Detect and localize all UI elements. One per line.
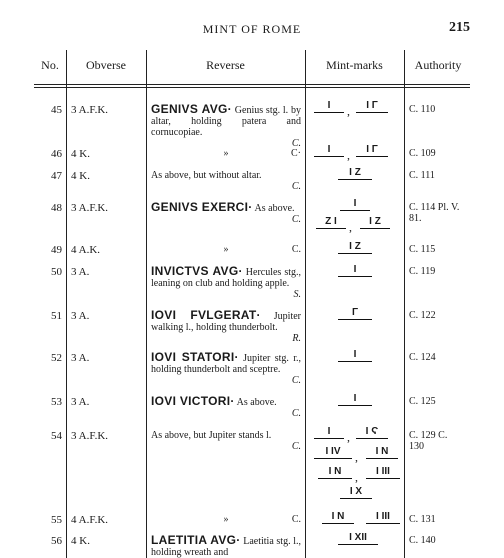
separator: , [347, 148, 350, 162]
mint-mark: Γ [338, 307, 372, 320]
authority-cell: C. 124 [409, 352, 436, 363]
legend: INVICTVS AVG· [151, 264, 243, 278]
authority-cell: C. 129 C. 130 [409, 430, 448, 452]
entry-number: 53 [51, 396, 62, 408]
description: Hercules stg., leaning on club and holding apple. [151, 267, 301, 289]
entry-number: 51 [51, 310, 62, 322]
obverse-cell: 3 A. [71, 310, 90, 322]
reverse-cell [151, 202, 301, 225]
obverse-cell: 3 A.F.K. [71, 202, 109, 214]
mint-mark: Z I [316, 216, 346, 229]
reverse-cell [151, 148, 301, 159]
entry-number: 45 [51, 104, 62, 116]
obverse-cell: 3 A.F.K. [71, 104, 109, 116]
separator: , [355, 450, 358, 464]
ditto-mark: » [223, 148, 229, 159]
mint-mark: I [314, 426, 344, 439]
mint-mark: I [314, 100, 344, 113]
description: Genius stg. l. by altar, holding patera and cornucopiae. [151, 105, 301, 138]
authority-cell: C. 115 [409, 244, 436, 255]
reverse-cell [151, 430, 301, 452]
reverse-cell [151, 104, 301, 149]
mint-mark: I Z [338, 241, 372, 254]
separator: , [347, 430, 350, 444]
column-header-no: No. [41, 58, 59, 72]
entry-number: 55 [51, 514, 62, 526]
authority-cell: C. 111 [409, 170, 435, 181]
reverse-cell [151, 266, 301, 300]
rarity: C. [291, 441, 301, 452]
reverse-cell [151, 514, 301, 525]
column-rule [146, 50, 147, 558]
rarity: C. [291, 514, 301, 525]
obverse-cell: 3 A. [71, 266, 90, 278]
authority-cell: C. 110 [409, 104, 436, 115]
entry-number: 48 [51, 202, 62, 214]
mint-mark: I Z [360, 216, 390, 229]
mint-mark: I [314, 144, 344, 157]
authority-cell: C. 131 [409, 514, 436, 525]
obverse-cell: 4 A.K. [71, 244, 101, 256]
mint-mark: I Γ [356, 100, 388, 113]
authority-cell: C. 125 [409, 396, 436, 407]
running-header: MINT OF ROME [202, 22, 302, 36]
legend: IOVI VICTORI· [151, 394, 235, 408]
obverse-cell: 4 K. [71, 148, 90, 160]
entry-number: 46 [51, 148, 62, 160]
ditto-mark: » [223, 514, 229, 525]
obverse-cell: 4 K. [71, 170, 90, 182]
authority-cell: C. 119 [409, 266, 436, 277]
reverse-cell [151, 535, 301, 558]
entry-number: 56 [51, 535, 62, 547]
authority-cell: C. 122 [409, 310, 436, 321]
legend: IOVI STATORI· [151, 350, 239, 364]
mint-mark: I [340, 198, 370, 211]
mint-mark: I [338, 349, 372, 362]
mint-mark: I III [366, 466, 400, 479]
description: As above, but Jupiter stands l. [151, 430, 272, 441]
column-header-authority: Authority [414, 58, 462, 72]
rarity: C. [291, 375, 301, 386]
description: As above. [254, 203, 295, 214]
description: Laetitia stg. l., holding wreath and [151, 536, 301, 558]
header-rule [34, 87, 470, 88]
rarity: R. [292, 333, 301, 344]
authority-cell: C. 114 Pl. V. 81. [409, 202, 460, 224]
mint-mark: I N [366, 446, 398, 459]
entry-number: 47 [51, 170, 62, 182]
entry-number: 52 [51, 352, 62, 364]
authority-cell: C. 109 [409, 148, 436, 159]
column-rule [66, 50, 67, 558]
column-header-obverse: Obverse [86, 58, 126, 72]
page-number: 215 [449, 20, 470, 35]
rarity: S. [293, 289, 301, 300]
reverse-cell [151, 310, 301, 344]
rarity: C· [291, 148, 301, 159]
mint-mark: I IV [314, 446, 352, 459]
separator: , [355, 470, 358, 484]
rarity: C. [291, 244, 301, 255]
mint-mark: I X [340, 486, 372, 499]
obverse-cell: 3 A.F.K. [71, 430, 109, 442]
description: Jupiter stg. r., holding thunderbolt and sceptre. [151, 353, 302, 375]
legend: IOVI FVLGERAT· [151, 308, 261, 322]
authority-cell: C. 140 [409, 535, 436, 546]
mint-mark: I [338, 264, 372, 277]
mint-mark: I XII [338, 532, 378, 545]
column-header-reverse: Reverse [206, 58, 245, 72]
separator: , [349, 220, 352, 234]
rarity: C. [291, 138, 301, 149]
obverse-cell: 4 A.F.K. [71, 514, 109, 526]
entry-number: 49 [51, 244, 62, 256]
separator: , [347, 104, 350, 118]
mint-mark: I N [322, 511, 354, 524]
mint-mark: I Ϛ [356, 426, 388, 439]
reverse-cell [151, 352, 301, 386]
description: Jupiter walking l., holding thunderbolt. [151, 311, 301, 333]
ditto-mark: » [223, 244, 229, 255]
mint-mark: I III [366, 511, 400, 524]
mint-mark: I [338, 393, 372, 406]
header-rule [34, 84, 470, 85]
column-header-mint-marks: Mint-marks [326, 58, 383, 72]
rarity: C. [291, 181, 301, 192]
obverse-cell: 3 A. [71, 396, 90, 408]
rarity: C. [291, 214, 301, 225]
legend: LAETITIA AVG· [151, 533, 241, 547]
description: As above, but without altar. [151, 170, 262, 181]
column-rule [404, 50, 405, 558]
mint-mark: I Γ [356, 144, 388, 157]
legend: GENIVS AVG· [151, 102, 232, 116]
legend: GENIVS EXERCI· [151, 200, 253, 214]
mint-mark: I N [318, 466, 352, 479]
mint-mark: I Z [338, 167, 372, 180]
reverse-cell [151, 244, 301, 255]
obverse-cell: 4 K. [71, 535, 90, 547]
reverse-cell [151, 396, 301, 419]
reverse-cell [151, 170, 301, 192]
rarity: C. [291, 408, 301, 419]
description: As above. [236, 397, 277, 408]
entry-number: 54 [51, 430, 62, 442]
column-rule [305, 50, 306, 558]
entry-number: 50 [51, 266, 62, 278]
obverse-cell: 3 A. [71, 352, 90, 364]
